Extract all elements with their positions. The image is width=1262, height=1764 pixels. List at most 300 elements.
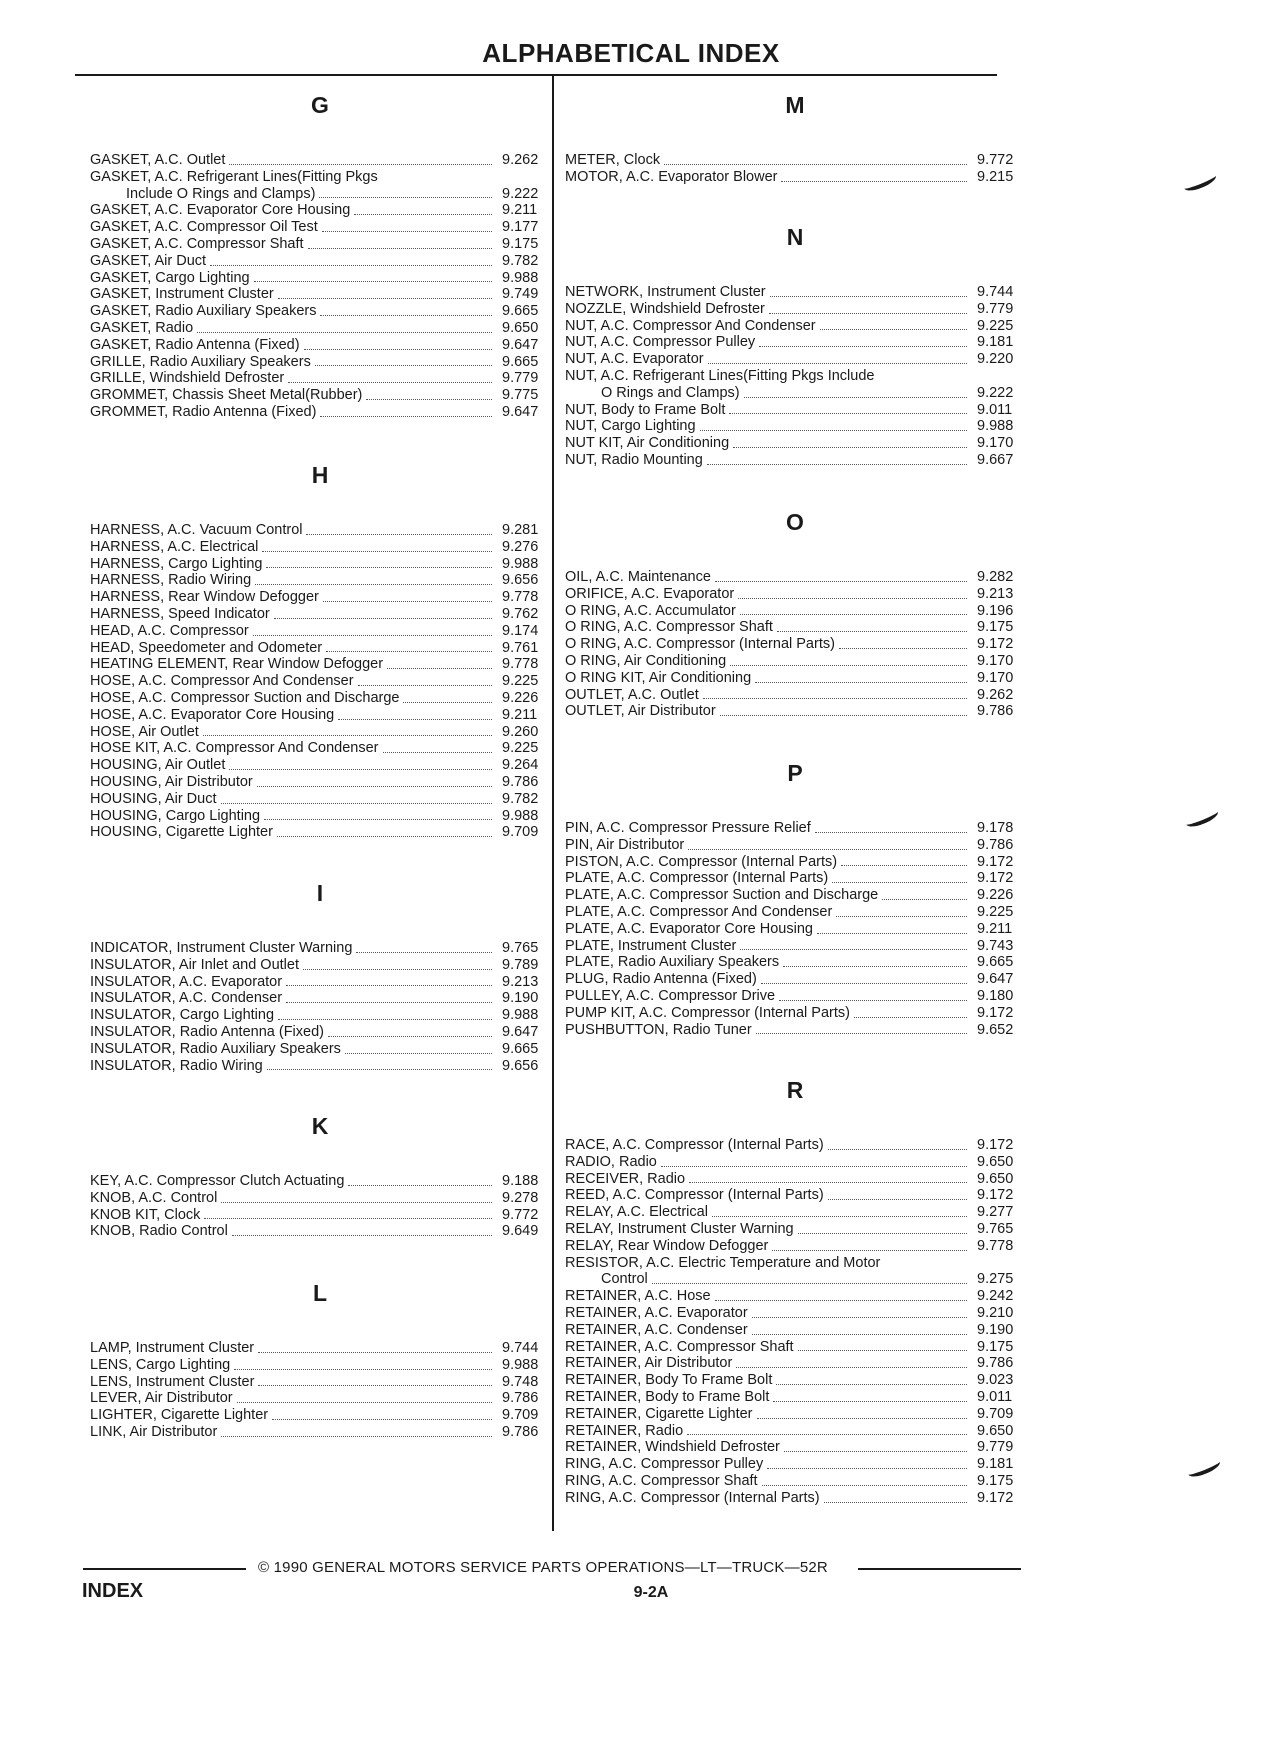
index-entry <box>90 656 550 673</box>
index-entry <box>90 808 550 825</box>
entry-page-reference: 9.647 <box>502 403 539 420</box>
section-letter: G <box>311 92 329 118</box>
dot-leader <box>703 698 967 699</box>
entry-name: LENS, Cargo Lighting <box>90 1356 231 1373</box>
index-entry <box>90 1357 550 1374</box>
entry-name: HOSE, A.C. Compressor And Condenser <box>90 673 354 690</box>
entry-name: GASKET, Radio <box>90 319 194 336</box>
index-entry <box>90 253 550 270</box>
entry-page-reference: 9.775 <box>502 387 539 404</box>
index-entry <box>565 954 1025 971</box>
entry-page-reference: 9.260 <box>502 723 539 740</box>
index-entry <box>565 1423 1025 1440</box>
entry-page-reference: 9.264 <box>502 757 539 774</box>
index-entry <box>565 1406 1025 1423</box>
dot-leader <box>752 1334 967 1335</box>
entry-name: PLATE, A.C. Compressor Suction and Discharge <box>565 887 879 904</box>
entry-name: INSULATOR, A.C. Condenser <box>90 990 283 1007</box>
entry-page-reference: 9.765 <box>502 940 539 956</box>
dot-leader <box>221 1202 492 1203</box>
entry-name: RELAY, Instrument Cluster Warning <box>565 1220 794 1237</box>
entry-page-reference: 9.211 <box>977 920 1013 937</box>
dot-leader <box>286 985 492 986</box>
entry-name: RETAINER, A.C. Evaporator <box>565 1304 748 1321</box>
entry-page-reference: 9.988 <box>502 1007 539 1024</box>
entry-page-reference: 9.172 <box>977 1187 1014 1204</box>
index-entry <box>565 988 1025 1005</box>
entry-page-reference: 9.222 <box>977 384 1014 401</box>
index-entry <box>90 724 550 741</box>
entry-name: PLATE, Instrument Cluster <box>565 937 737 954</box>
entry-name: KNOB KIT, Clock <box>90 1206 201 1223</box>
entry-page-reference: 9.211 <box>502 706 538 723</box>
dot-leader <box>761 983 967 984</box>
entry-page-reference: 9.650 <box>502 319 539 336</box>
index-entry <box>90 589 550 606</box>
entry-page-reference: 9.709 <box>977 1405 1014 1422</box>
dot-leader <box>820 329 967 330</box>
dot-leader <box>262 551 492 552</box>
dot-leader <box>700 430 967 431</box>
dot-leader <box>664 164 967 165</box>
entry-page-reference: 9.988 <box>502 1356 539 1373</box>
entry-name: O RING, A.C. Accumulator <box>565 602 736 619</box>
footer-rule-left <box>83 1568 246 1570</box>
entry-page-reference: 9.765 <box>977 1220 1014 1237</box>
dot-leader <box>278 298 492 299</box>
index-entry <box>90 186 550 203</box>
entry-page-reference: 9.786 <box>977 1355 1014 1372</box>
index-entry <box>90 606 550 623</box>
index-entry-list <box>90 152 550 421</box>
entry-name: RELAY, A.C. Electrical <box>565 1204 708 1221</box>
entry-name: HARNESS, A.C. Vacuum Control <box>90 522 303 538</box>
entry-name: HEATING ELEMENT, Rear Window Defogger <box>90 656 384 673</box>
entry-name: RING, A.C. Compressor (Internal Parts) <box>565 1489 820 1506</box>
index-entry <box>565 870 1025 887</box>
index-entry-list <box>565 569 1025 720</box>
index-entry <box>90 974 550 991</box>
dot-leader <box>320 315 492 316</box>
dot-leader <box>354 214 492 215</box>
entry-page-reference: 9.778 <box>977 1237 1014 1254</box>
entry-page-reference: 9.656 <box>502 572 539 589</box>
entry-page-reference: 9.225 <box>977 903 1014 920</box>
entry-name: HOUSING, Cigarette Lighter <box>90 824 273 841</box>
entry-page-reference: 9.749 <box>502 286 539 303</box>
entry-page-reference: 9.761 <box>502 639 539 656</box>
entry-page-reference: 9.988 <box>502 269 539 286</box>
entry-name: RETAINER, Body To Frame Bolt <box>565 1372 773 1389</box>
entry-name: RETAINER, A.C. Compressor Shaft <box>565 1338 794 1355</box>
entry-page-reference: 9.188 <box>502 1173 539 1189</box>
dot-leader <box>755 682 967 683</box>
entry-name: MOTOR, A.C. Evaporator Blower <box>565 168 778 185</box>
entry-page-reference: 9.762 <box>502 605 539 622</box>
index-entry <box>565 1238 1025 1255</box>
entry-name: INSULATOR, A.C. Evaporator <box>90 973 283 990</box>
entry-name: GASKET, Instrument Cluster <box>90 286 274 303</box>
entry-name: OIL, A.C. Maintenance <box>565 569 711 585</box>
dot-leader <box>221 803 493 804</box>
dot-leader <box>715 581 967 582</box>
entry-name: INSULATOR, Cargo Lighting <box>90 1007 275 1024</box>
entry-name: HOUSING, Air Outlet <box>90 757 226 774</box>
entry-name: PIN, A.C. Compressor Pressure Relief <box>565 820 811 836</box>
entry-name: RETAINER, Radio <box>565 1422 684 1439</box>
entry-name: RESISTOR, A.C. Electric Temperature and Motor <box>565 1254 881 1271</box>
index-entry <box>565 569 1025 586</box>
entry-page-reference: 9.647 <box>502 336 539 353</box>
index-entry <box>565 921 1025 938</box>
index-entry <box>90 270 550 287</box>
entry-page-reference: 9.181 <box>977 334 1014 351</box>
entry-name: GASKET, Cargo Lighting <box>90 269 250 286</box>
index-entry-list <box>565 820 1025 1038</box>
dot-leader <box>345 1053 492 1054</box>
entry-page-reference: 9.665 <box>502 303 539 320</box>
index-entry-list <box>90 940 550 1074</box>
dot-leader <box>708 363 967 364</box>
entry-page-reference: 9.226 <box>502 689 539 706</box>
index-entry <box>565 1439 1025 1456</box>
entry-name: GASKET, Radio Antenna (Fixed) <box>90 336 300 353</box>
index-entry <box>90 757 550 774</box>
entry-name: HARNESS, Cargo Lighting <box>90 555 263 572</box>
index-entry-list <box>565 152 1025 186</box>
entry-name: HOSE, A.C. Evaporator Core Housing <box>90 706 335 723</box>
dot-leader <box>756 1033 967 1034</box>
index-entry <box>90 1173 550 1190</box>
dot-leader <box>736 1367 967 1368</box>
dot-leader <box>328 1036 492 1037</box>
entry-page-reference: 9.656 <box>502 1057 539 1074</box>
entry-name: PIN, Air Distributor <box>565 836 685 853</box>
dot-leader <box>286 1002 492 1003</box>
index-entry <box>565 351 1025 368</box>
dot-leader <box>839 648 967 649</box>
entry-page-reference: 9.988 <box>977 418 1014 435</box>
index-entry <box>565 837 1025 854</box>
entry-name: HARNESS, Radio Wiring <box>90 572 252 589</box>
entry-name: ORIFICE, A.C. Evaporator <box>565 585 735 602</box>
entry-page-reference: 9.649 <box>502 1223 539 1240</box>
index-entry <box>565 385 1025 402</box>
entry-name: HARNESS, Rear Window Defogger <box>90 589 319 606</box>
index-entry <box>565 586 1025 603</box>
entry-name: GASKET, A.C. Refrigerant Lines(Fitting Pkgs <box>90 168 378 185</box>
dot-leader <box>882 899 967 900</box>
entry-page-reference: 9.220 <box>977 351 1014 368</box>
index-entry-list <box>565 1137 1025 1507</box>
entry-name: INSULATOR, Radio Auxiliary Speakers <box>90 1040 341 1057</box>
index-entry <box>90 572 550 589</box>
entry-page-reference: 9.779 <box>977 300 1014 317</box>
dot-leader <box>348 1185 492 1186</box>
entry-page-reference: 9.172 <box>977 1489 1014 1506</box>
index-entry <box>90 1058 550 1075</box>
dot-leader <box>322 231 492 232</box>
entry-page-reference: 9.262 <box>977 686 1014 703</box>
entry-page-reference: 9.782 <box>502 790 539 807</box>
entry-name: PUMP KIT, A.C. Compressor (Internal Parts) <box>565 1004 850 1021</box>
index-entry <box>565 653 1025 670</box>
dot-leader <box>738 598 967 599</box>
index-entry <box>90 824 550 841</box>
index-entry <box>565 854 1025 871</box>
entry-name: GRILLE, Radio Auxiliary Speakers <box>90 353 311 370</box>
entry-name: GROMMET, Chassis Sheet Metal(Rubber) <box>90 387 363 404</box>
entry-page-reference: 9.782 <box>502 252 539 269</box>
index-entry <box>90 169 550 186</box>
entry-name: OUTLET, A.C. Outlet <box>565 686 699 703</box>
dot-leader <box>815 832 967 833</box>
entry-name: METER, Clock <box>565 152 661 168</box>
entry-page-reference: 9.665 <box>502 1040 539 1057</box>
entry-name: RETAINER, Body to Frame Bolt <box>565 1388 770 1405</box>
dot-leader <box>730 665 967 666</box>
entry-name: O RING, A.C. Compressor (Internal Parts) <box>565 636 835 653</box>
index-entry <box>565 1473 1025 1490</box>
entry-page-reference: 9.667 <box>977 451 1014 468</box>
index-entry <box>90 707 550 724</box>
dot-leader <box>366 399 492 400</box>
entry-page-reference: 9.786 <box>502 1423 539 1440</box>
dot-leader <box>288 382 492 383</box>
entry-page-reference: 9.170 <box>977 652 1014 669</box>
entry-page-reference: 9.175 <box>977 619 1014 636</box>
entry-name: PLATE, A.C. Compressor (Internal Parts) <box>565 870 829 887</box>
entry-name: HEAD, A.C. Compressor <box>90 622 249 639</box>
entry-page-reference: 9.650 <box>977 1422 1014 1439</box>
dot-leader <box>258 1352 492 1353</box>
entry-page-reference: 9.786 <box>502 1390 539 1407</box>
entry-name: PUSHBUTTON, Radio Tuner <box>565 1021 752 1038</box>
entry-page-reference: 9.744 <box>977 284 1014 300</box>
dot-leader <box>779 1000 967 1001</box>
dot-leader <box>210 265 492 266</box>
entry-name: NUT, A.C. Evaporator <box>565 351 704 368</box>
index-entry <box>565 703 1025 720</box>
index-entry <box>565 435 1025 452</box>
dot-leader <box>784 1451 967 1452</box>
entry-name: NUT, Cargo Lighting <box>565 418 696 435</box>
entry-page-reference: 9.262 <box>502 152 539 168</box>
dot-leader <box>234 1369 492 1370</box>
hole-punch-mark <box>1182 170 1218 194</box>
index-entry-list <box>565 284 1025 469</box>
entry-name: HARNESS, Speed Indicator <box>90 605 270 622</box>
dot-leader <box>315 365 492 366</box>
dot-leader <box>387 668 492 669</box>
index-entry <box>90 640 550 657</box>
entry-page-reference: 9.709 <box>502 824 539 841</box>
entry-name: GASKET, A.C. Evaporator Core Housing <box>90 202 351 219</box>
entry-name: RELAY, Rear Window Defogger <box>565 1237 769 1254</box>
entry-page-reference: 9.011 <box>977 401 1013 418</box>
hole-punch-mark <box>1186 1456 1222 1480</box>
title-rule <box>75 74 997 76</box>
page-number: 9-2A <box>633 1584 669 1601</box>
dot-leader <box>783 966 967 967</box>
entry-name: KEY, A.C. Compressor Clutch Actuating <box>90 1173 345 1189</box>
dot-leader <box>255 584 492 585</box>
dot-leader <box>277 836 492 837</box>
index-entry <box>565 1490 1025 1507</box>
entry-name: GASKET, Air Duct <box>90 252 207 269</box>
index-entry <box>90 1207 550 1224</box>
dot-leader <box>776 1384 967 1385</box>
section-letter: H <box>311 462 329 488</box>
entry-page-reference: 9.650 <box>977 1170 1014 1187</box>
entry-page-reference: 9.225 <box>977 317 1014 334</box>
index-entry <box>565 1372 1025 1389</box>
dot-leader <box>306 534 492 535</box>
entry-page-reference: 9.786 <box>977 836 1014 853</box>
entry-page-reference: 9.744 <box>502 1340 539 1356</box>
entry-page-reference: 9.786 <box>977 703 1014 720</box>
index-entry <box>90 522 550 539</box>
index-entry <box>565 169 1025 186</box>
index-entry <box>565 904 1025 921</box>
entry-name: RETAINER, A.C. Condenser <box>565 1321 748 1338</box>
dot-leader <box>817 933 967 934</box>
entry-page-reference: 9.172 <box>977 1004 1014 1021</box>
dot-leader <box>759 346 967 347</box>
entry-name: LAMP, Instrument Cluster <box>90 1340 255 1356</box>
entry-page-reference: 9.178 <box>977 820 1014 836</box>
index-entry <box>565 1221 1025 1238</box>
index-entry <box>565 152 1025 169</box>
entry-name: HOSE KIT, A.C. Compressor And Condenser <box>90 740 379 757</box>
index-entry <box>565 452 1025 469</box>
entry-name: HOSE, Air Outlet <box>90 723 199 740</box>
entry-page-reference: 9.190 <box>977 1321 1014 1338</box>
section-letter: P <box>787 760 803 786</box>
dot-leader <box>278 1019 492 1020</box>
entry-page-reference: 9.772 <box>977 152 1014 168</box>
entry-name: HEAD, Speedometer and Odometer <box>90 639 323 656</box>
dot-leader <box>715 1300 967 1301</box>
index-entry <box>565 670 1025 687</box>
entry-name: O RING, A.C. Compressor Shaft <box>565 619 773 636</box>
entry-page-reference: 9.190 <box>502 990 539 1007</box>
entry-page-reference: 9.172 <box>977 636 1014 653</box>
entry-name: O Rings and Clamps) <box>601 384 740 401</box>
entry-page-reference: 9.778 <box>502 656 539 673</box>
entry-page-reference: 9.277 <box>977 1204 1014 1221</box>
index-entry <box>90 354 550 371</box>
entry-name: PULLEY, A.C. Compressor Drive <box>565 987 776 1004</box>
entry-name: LEVER, Air Distributor <box>90 1390 233 1407</box>
section-letter: O <box>786 509 804 535</box>
entry-page-reference: 9.177 <box>502 219 539 236</box>
dot-leader <box>253 635 492 636</box>
entry-page-reference: 9.779 <box>502 370 539 387</box>
entry-page-reference: 9.181 <box>977 1456 1014 1473</box>
entry-name: INSULATOR, Radio Wiring <box>90 1057 263 1074</box>
index-entry <box>565 1005 1025 1022</box>
dot-leader <box>836 916 967 917</box>
entry-page-reference: 9.772 <box>502 1206 539 1223</box>
index-entry <box>90 1190 550 1207</box>
index-entry <box>565 887 1025 904</box>
footer-section-label: INDEX <box>82 1580 144 1602</box>
dot-leader <box>203 735 492 736</box>
dot-leader <box>688 849 967 850</box>
dot-leader <box>356 952 492 953</box>
index-entry <box>565 334 1025 351</box>
index-entry <box>565 1137 1025 1154</box>
entry-name: INSULATOR, Radio Antenna (Fixed) <box>90 1023 324 1040</box>
entry-page-reference: 9.172 <box>977 1137 1014 1153</box>
index-entry <box>565 1255 1025 1272</box>
dot-leader <box>740 614 967 615</box>
dot-leader <box>274 618 492 619</box>
entry-page-reference: 9.170 <box>977 669 1014 686</box>
entry-page-reference: 9.282 <box>977 569 1014 585</box>
dot-leader <box>781 181 967 182</box>
dot-leader <box>221 1436 492 1437</box>
index-entry <box>565 1271 1025 1288</box>
index-entry <box>565 820 1025 837</box>
entry-page-reference: 9.665 <box>977 954 1014 971</box>
entry-page-reference: 9.988 <box>502 555 539 572</box>
entry-name: RETAINER, A.C. Hose <box>565 1288 711 1305</box>
entry-name: RACE, A.C. Compressor (Internal Parts) <box>565 1137 824 1153</box>
index-entry <box>90 387 550 404</box>
entry-name: NUT, Body to Frame Bolt <box>565 401 726 418</box>
entry-name: NUT, A.C. Compressor Pulley <box>565 334 756 351</box>
index-entry <box>90 303 550 320</box>
dot-leader <box>687 1434 967 1435</box>
entry-page-reference: 9.222 <box>502 185 539 202</box>
index-entry <box>90 1424 550 1441</box>
index-entry <box>90 152 550 169</box>
dot-leader <box>267 1069 492 1070</box>
index-entry <box>90 1407 550 1424</box>
dot-leader <box>257 786 492 787</box>
entry-name: LIGHTER, Cigarette Lighter <box>90 1407 269 1424</box>
entry-page-reference: 9.647 <box>502 1023 539 1040</box>
index-entry <box>90 337 550 354</box>
dot-leader <box>652 1283 967 1284</box>
dot-leader <box>258 1385 492 1386</box>
entry-name: GASKET, A.C. Outlet <box>90 152 226 168</box>
entry-name: HOSE, A.C. Compressor Suction and Discharge <box>90 689 400 706</box>
index-entry <box>90 1390 550 1407</box>
entry-name: O RING KIT, Air Conditioning <box>565 669 752 686</box>
index-entry <box>90 774 550 791</box>
index-entry <box>565 301 1025 318</box>
entry-name: HOUSING, Air Duct <box>90 790 217 807</box>
dot-leader <box>854 1017 967 1018</box>
entry-name: PLATE, A.C. Evaporator Core Housing <box>565 920 813 937</box>
index-entry <box>565 938 1025 955</box>
index-entry <box>565 1022 1025 1039</box>
index-entry <box>90 957 550 974</box>
index-entry <box>90 791 550 808</box>
index-entry <box>565 636 1025 653</box>
dot-leader <box>769 313 967 314</box>
entry-page-reference: 9.172 <box>977 870 1014 887</box>
entry-page-reference: 9.180 <box>977 987 1014 1004</box>
entry-page-reference: 9.779 <box>977 1439 1014 1456</box>
dot-leader <box>266 567 492 568</box>
entry-name: RING, A.C. Compressor Shaft <box>565 1472 758 1489</box>
index-entry <box>90 1340 550 1357</box>
entry-name: RETAINER, Air Distributor <box>565 1355 733 1372</box>
